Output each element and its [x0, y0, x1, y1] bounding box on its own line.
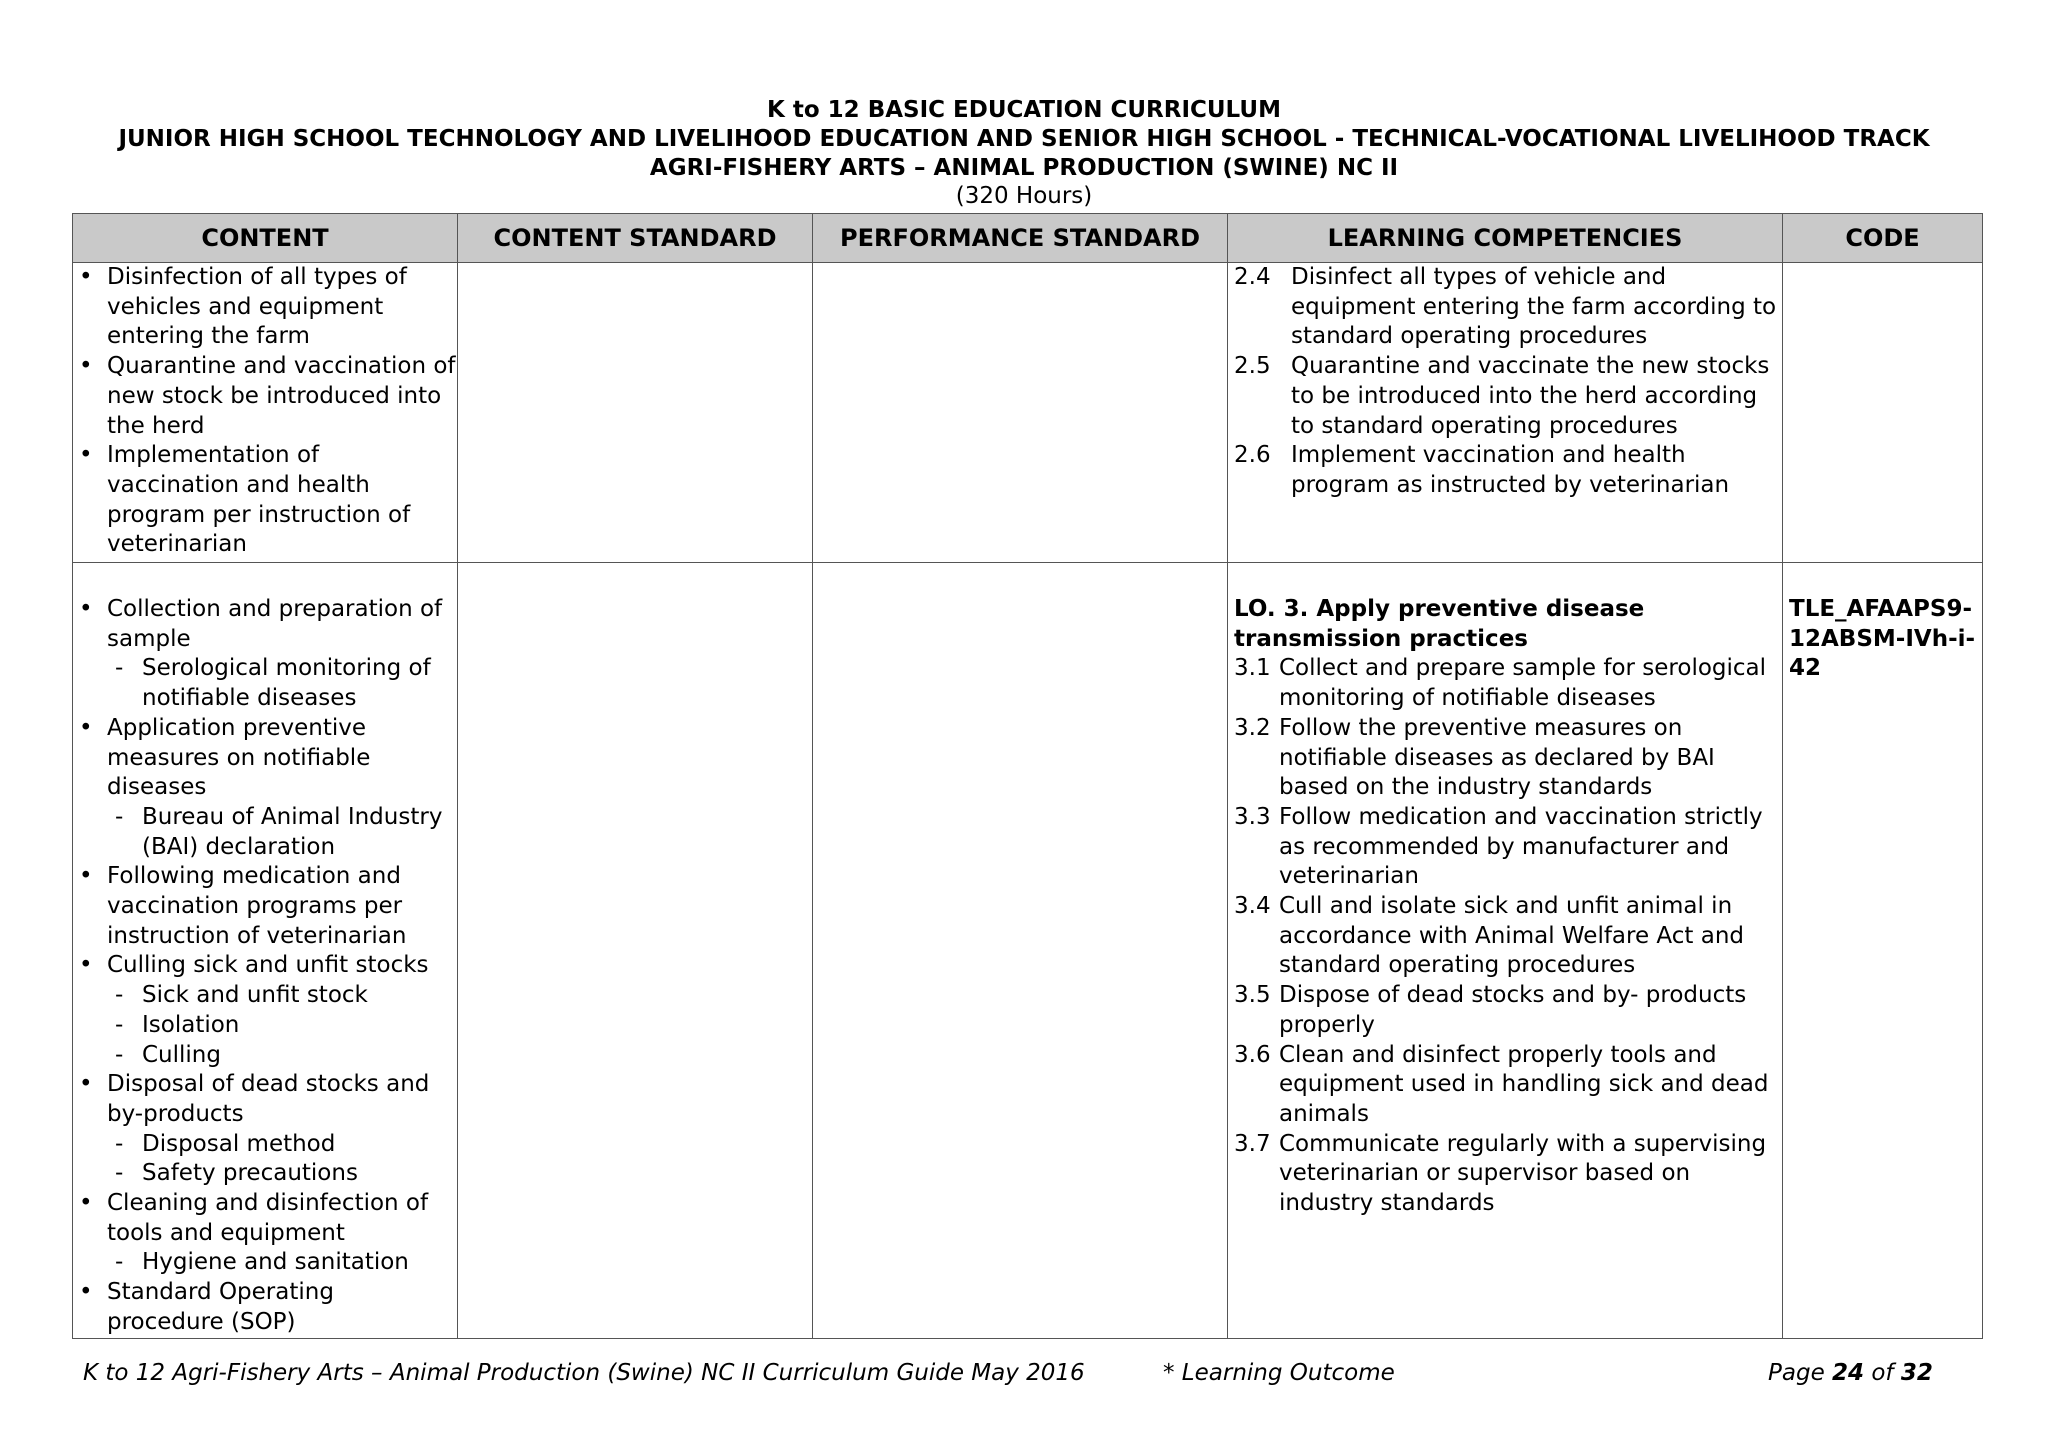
competency-item [1228, 352, 1782, 441]
content-item [73, 951, 457, 1070]
sub-list [107, 803, 457, 862]
doc-hours: (320 Hours) [955, 183, 1093, 209]
competency-text: Implement vaccination and health program as instructed by veterinarian [1291, 442, 1730, 498]
table-header-row [73, 214, 1983, 263]
performance-standard-cell [813, 263, 1228, 563]
content-item-text: Cleaning and disinfection of tools and equipment [107, 1190, 429, 1246]
competency-number: 3.4 [1234, 893, 1271, 920]
sub-item: - Bureau of Animal Industry (BAI) declaration [107, 803, 457, 862]
sub-item: - Isolation [107, 1011, 457, 1041]
code-cell [1783, 563, 1983, 1339]
sub-list [107, 1248, 457, 1278]
competency-text: Dispose of dead stocks and by- products properly [1279, 982, 1747, 1038]
col-header-code: CODE [1783, 214, 1983, 263]
competency-number: 2.6 [1234, 442, 1271, 469]
competency-number: 3.2 [1234, 714, 1271, 741]
col-header-content: CONTENT [73, 214, 458, 263]
competency-text: Disinfect all types of vehicle and equipment entering the farm according to standard operating procedures [1291, 264, 1777, 350]
content-cell [73, 563, 458, 1339]
competency-item [1228, 441, 1782, 500]
competency-code: TLE_AFAAPS9-12ABSM-IVh-i-42 [1789, 596, 1976, 682]
competency-number: 2.4 [1234, 264, 1271, 290]
content-standard-cell [458, 263, 813, 563]
content-item-text: Standard Operating procedure (SOP) [107, 1279, 334, 1335]
competency-number: 3.5 [1234, 982, 1271, 1009]
sub-list [107, 981, 457, 1070]
content-item: • Disinfection of all types of vehicles and equipment entering the farm [73, 263, 457, 352]
competency-item [1228, 981, 1782, 1040]
doc-subtitle: JUNIOR HIGH SCHOOL TECHNOLOGY AND LIVELIHOOD EDUCATION AND SENIOR HIGH SCHOOL - TECHNICAL-VOCATIONAL LIVELIHOOD TRACK [118, 126, 1930, 152]
content-item-text: Application preventive measures on notifiable diseases [107, 714, 371, 801]
competency-text: Cull and isolate sick and unfit animal in accordance with Animal Welfare Act and standard operating procedures [1279, 893, 1745, 979]
sub-item: - Disposal method [107, 1130, 457, 1160]
performance-standard-cell [813, 563, 1228, 1339]
content-standard-cell [458, 563, 813, 1339]
table-row [73, 263, 1983, 563]
code-cell [1783, 263, 1983, 563]
competency-item [1228, 714, 1782, 803]
sub-list [107, 1130, 457, 1189]
page-prefix: Page [1768, 1360, 1825, 1386]
sub-list [107, 654, 457, 713]
competency-text: Collect and prepare sample for serological monitoring of notifiable diseases [1279, 655, 1767, 712]
content-item [73, 595, 457, 714]
content-item-text: Culling sick and unfit stocks [107, 952, 429, 979]
sub-item: - Hygiene and sanitation [107, 1248, 457, 1278]
col-header-content-standard: CONTENT STANDARD [458, 214, 813, 263]
content-list [73, 595, 457, 1338]
competency-item [1228, 1041, 1782, 1130]
content-item-text: Collection and preparation of sample [107, 596, 443, 652]
competency-number: 2.5 [1234, 353, 1271, 380]
content-item-text: Following medication and vaccination programs per instruction of veterinarian [107, 863, 407, 949]
learning-outcome-title: LO. 3. Apply preventive disease transmission practices [1234, 596, 1645, 652]
table-row [73, 563, 1983, 1339]
footer-legend: * Learning Outcome [1163, 1360, 1395, 1386]
content-item [73, 862, 457, 951]
sub-item: - Culling [107, 1041, 457, 1071]
content-item [73, 714, 457, 863]
competency-number: 3.1 [1234, 655, 1271, 682]
competency-number: 3.6 [1234, 1041, 1271, 1068]
competency-item [1228, 263, 1782, 352]
competency-item [1228, 654, 1782, 713]
competency-item [1228, 803, 1782, 892]
content-list [73, 263, 457, 560]
footer-page-number [1768, 1358, 1933, 1388]
col-header-learning-competencies: LEARNING COMPETENCIES [1228, 214, 1783, 263]
col-header-performance-standard: PERFORMANCE STANDARD [813, 214, 1228, 263]
sub-item: - Serological monitoring of notifiable diseases [107, 654, 457, 713]
competencies-cell [1228, 563, 1783, 1339]
content-item: • Implementation of vaccination and health program per instruction of veterinarian [73, 441, 457, 560]
competency-text: Follow medication and vaccination strictly as recommended by manufacturer and veterinarian [1279, 803, 1763, 890]
competency-text: Follow the preventive measures on notifiable diseases as declared by BAI based on the industry standards [1279, 714, 1715, 801]
content-item-text: Disposal of dead stocks and by-products [107, 1071, 430, 1127]
doc-title: K to 12 BASIC EDUCATION CURRICULUM [767, 97, 1281, 123]
page-current: 24 [1832, 1360, 1865, 1386]
competency-text: Communicate regularly with a supervising veterinarian or supervisor based on industry standards [1279, 1130, 1767, 1217]
page-of: of [1871, 1360, 1894, 1386]
content-item [73, 1189, 457, 1278]
page-total: 32 [1900, 1360, 1933, 1386]
footer-guide-title: K to 12 Agri-Fishery Arts – Animal Production (Swine) NC II Curriculum Guide May 2016 [83, 1360, 1085, 1386]
content-item [73, 1278, 457, 1337]
sub-item: - Safety precautions [107, 1159, 457, 1189]
competency-text: Quarantine and vaccinate the new stocks to be introduced into the herd according to standard operating procedures [1291, 353, 1770, 439]
content-cell [73, 263, 458, 563]
content-item: • Quarantine and vaccination of new stock be introduced into the herd [73, 352, 457, 441]
competency-number: 3.7 [1234, 1130, 1271, 1157]
sub-item: - Sick and unfit stock [107, 981, 457, 1011]
competency-number: 3.3 [1234, 803, 1271, 830]
competency-item [1228, 1130, 1782, 1219]
curriculum-table [72, 213, 1983, 1339]
competency-item [1228, 892, 1782, 981]
doc-program: AGRI-FISHERY ARTS – ANIMAL PRODUCTION (SWINE) NC II [649, 155, 1399, 181]
competency-text: Clean and disinfect properly tools and equipment used in handling sick and dead animals [1279, 1041, 1769, 1127]
competencies-cell [1228, 263, 1783, 563]
content-item [73, 1070, 457, 1189]
